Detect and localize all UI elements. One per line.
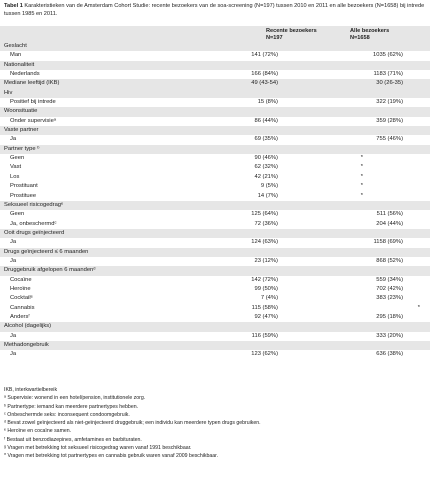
table-row (0, 154, 430, 163)
row-label: Cocktailᵉ (10, 295, 33, 302)
recent-visitors-value: 123 (62%) (251, 351, 278, 358)
row-label: Prostituant (10, 183, 38, 190)
recent-visitors-value: 15 (8%) (257, 99, 278, 106)
all-visitors-value: 1035 (62%) (373, 52, 403, 59)
footnote: IKB, interkwartielbereik (4, 387, 58, 393)
row-label: Seksueel risicogedragᵉ (4, 201, 64, 208)
all-visitors-value: 702 (42%) (376, 285, 403, 292)
row-label: Vast (10, 164, 22, 171)
caption-label: Tabel 1 (4, 3, 23, 9)
footnote: ᵃ Supervisie: wonend in een hotel/pension, institutionele zorg. (4, 395, 146, 402)
footnote: ᵈ Bevat zowel geïnjecteerd als niet-geïnjecteerd druggebruik; een individu kan meerdere typen drugs gebruiken. (4, 420, 261, 427)
recent-visitors-value: 125 (64%) (251, 211, 278, 218)
table-row (0, 285, 430, 294)
table-row (0, 117, 430, 126)
recent-visitors-value: 142 (72%) (251, 276, 278, 283)
all-visitors-value: 322 (19%) (376, 99, 403, 106)
recent-visitors-value: 141 (72%) (251, 52, 278, 59)
row-label: Cocaïne (10, 276, 32, 283)
table-row (0, 70, 430, 79)
footnote: * Vragen met betrekking tot partnertypes en cannabis gebruik waren vanaf 2009 beschikbaar. (4, 453, 219, 460)
recent-visitors-value: 124 (63%) (251, 239, 278, 246)
table-row (0, 51, 430, 60)
row-label: Positief bij intrede (10, 99, 56, 106)
recent-visitors-value: 62 (32%) (254, 164, 278, 171)
all-visitors-value: * (417, 304, 420, 311)
row-label: Prostituee (10, 192, 37, 199)
row-label: Ja, onbeschermdᶜ (10, 220, 57, 227)
table-row (0, 294, 430, 303)
table-row (0, 229, 430, 238)
table-row (0, 341, 430, 350)
table-row (0, 98, 430, 107)
row-label: Mediane leeftijd (IKB) (4, 80, 60, 87)
row-label: Ja (10, 351, 17, 358)
table-row (0, 201, 430, 210)
table-row (0, 276, 430, 285)
table-row (0, 145, 430, 154)
all-visitors-value: * (360, 173, 363, 180)
table-row (0, 257, 430, 266)
all-visitors-value: 383 (23%) (376, 295, 403, 302)
recent-visitors-value: 115 (58%) (251, 304, 278, 311)
recent-visitors-value: 69 (35%) (254, 136, 278, 143)
all-visitors-value: * (360, 164, 363, 171)
recent-visitors-value: 86 (44%) (254, 117, 278, 124)
row-label: Drugs geïnjecteerd ≤ 6 maanden (4, 248, 89, 255)
row-label: Geslacht (4, 43, 27, 49)
row-label: Nationaliteit (4, 61, 35, 68)
table-row (0, 313, 430, 322)
footnote: ᵉ Heroïne en cocaïne samen. (4, 428, 72, 435)
all-visitors-value: 636 (38%) (376, 351, 403, 358)
table-header (0, 26, 430, 42)
all-visitors-value: 868 (52%) (376, 257, 403, 264)
row-label: Ja (10, 332, 17, 339)
row-label: Partner type ᵇ (4, 145, 40, 152)
table-row (0, 192, 430, 201)
row-label: Vaste partner (4, 127, 39, 134)
recent-visitors-value: 116 (59%) (251, 332, 278, 339)
table-row (0, 322, 430, 331)
row-label: Andersᶠ (10, 313, 30, 320)
header-all-visitors: Alle bezoekers N=1658 (350, 28, 390, 41)
recent-visitors-value: 7 (4%) (260, 295, 278, 302)
table-row (0, 42, 430, 51)
all-visitors-value: 295 (18%) (376, 313, 403, 320)
table-row (0, 238, 430, 247)
table-row (0, 248, 430, 257)
header-recent-visitors: Recente bezoekers N=197 (266, 28, 317, 41)
recent-visitors-value: 99 (50%) (254, 285, 278, 292)
recent-visitors-value: 90 (46%) (254, 155, 278, 162)
all-visitors-value: 30 (26-35) (376, 80, 403, 87)
row-label: Methadongebruik (4, 342, 49, 348)
row-label: Onder supervisieᵃ (10, 117, 56, 124)
recent-visitors-value: 42 (21%) (254, 173, 278, 180)
recent-visitors-value: 23 (12%) (254, 257, 278, 264)
all-visitors-value: * (360, 192, 363, 199)
table-row (0, 182, 430, 191)
footnote: ᶠ Bestaat uit benzodiazepines, amfetamines en barbituraten. (4, 436, 142, 443)
all-visitors-value: 559 (34%) (376, 276, 403, 283)
row-label: Cannabis (10, 304, 35, 311)
all-visitors-value: 204 (44%) (376, 220, 403, 227)
table-row (0, 107, 430, 116)
table-row (0, 135, 430, 144)
row-label: Geen (10, 155, 25, 162)
row-label: Nederlands (10, 71, 40, 78)
recent-visitors-value: 49 (43-54) (251, 80, 278, 87)
table-row (0, 79, 430, 88)
row-label: Ja (10, 257, 17, 264)
all-visitors-value: 1158 (69%) (373, 239, 403, 246)
table-row (0, 350, 430, 359)
caption-text: Karakteristieken van de Amsterdam Cohort Studie: recente bezoekers van de soa-screening (N=197) tussen 2010 en 2011 en alle bezoekers (N=1658) bij intrede tussen 1985 en 2011. (4, 3, 425, 17)
recent-visitors-value: 92 (47%) (254, 313, 278, 320)
table-row (0, 210, 430, 219)
row-label: Ooit drugs geïnjecteerd (4, 229, 65, 236)
table-row (0, 220, 430, 229)
row-label: Man (10, 52, 22, 59)
recent-visitors-value: 9 (5%) (260, 183, 278, 190)
recent-visitors-value: 166 (84%) (251, 71, 278, 78)
footnote: ᵍ Vragen met betrekking tot seksueel risicogedrag waren vanaf 1991 beschikbaar. (4, 445, 192, 452)
all-visitors-value: 755 (46%) (376, 136, 403, 143)
all-visitors-value: * (360, 183, 363, 190)
row-label: Alcohol (dagelijks) (4, 323, 52, 330)
row-label: Druggebruik afgelopen 6 maandenᵈ (4, 267, 96, 274)
all-visitors-value: * (360, 155, 363, 162)
footnote: ᶜ Onbeschermde seks: inconsequent condoomgebruik. (4, 411, 130, 418)
table-body (0, 42, 430, 360)
table-row (0, 266, 430, 275)
row-label: Ja (10, 239, 17, 246)
row-label: Ja (10, 136, 17, 143)
row-label: Hiv (4, 89, 13, 96)
table-row (0, 61, 430, 70)
table-caption (4, 2, 426, 18)
row-label: Geen (10, 211, 25, 218)
all-visitors-value: 1183 (71%) (373, 71, 403, 78)
row-label: Heroïne (10, 285, 31, 292)
table-row (0, 163, 430, 172)
all-visitors-value: 333 (20%) (376, 332, 403, 339)
recent-visitors-value: 14 (7%) (257, 192, 278, 199)
all-visitors-value: 511 (56%) (376, 211, 403, 218)
row-label: Woonsituatie (4, 108, 38, 115)
table-row (0, 332, 430, 341)
recent-visitors-value: 72 (36%) (254, 220, 278, 227)
table-row (0, 126, 430, 135)
all-visitors-value: 359 (28%) (376, 117, 403, 124)
table-row (0, 89, 430, 98)
footnote: ᵇ Partnertype: iemand kan meerdere partnertypes hebben. (4, 403, 139, 410)
table-row (0, 173, 430, 182)
row-label: Los (10, 173, 20, 180)
footnotes (4, 386, 428, 461)
table-row (0, 304, 430, 313)
characteristics-table (0, 26, 430, 360)
